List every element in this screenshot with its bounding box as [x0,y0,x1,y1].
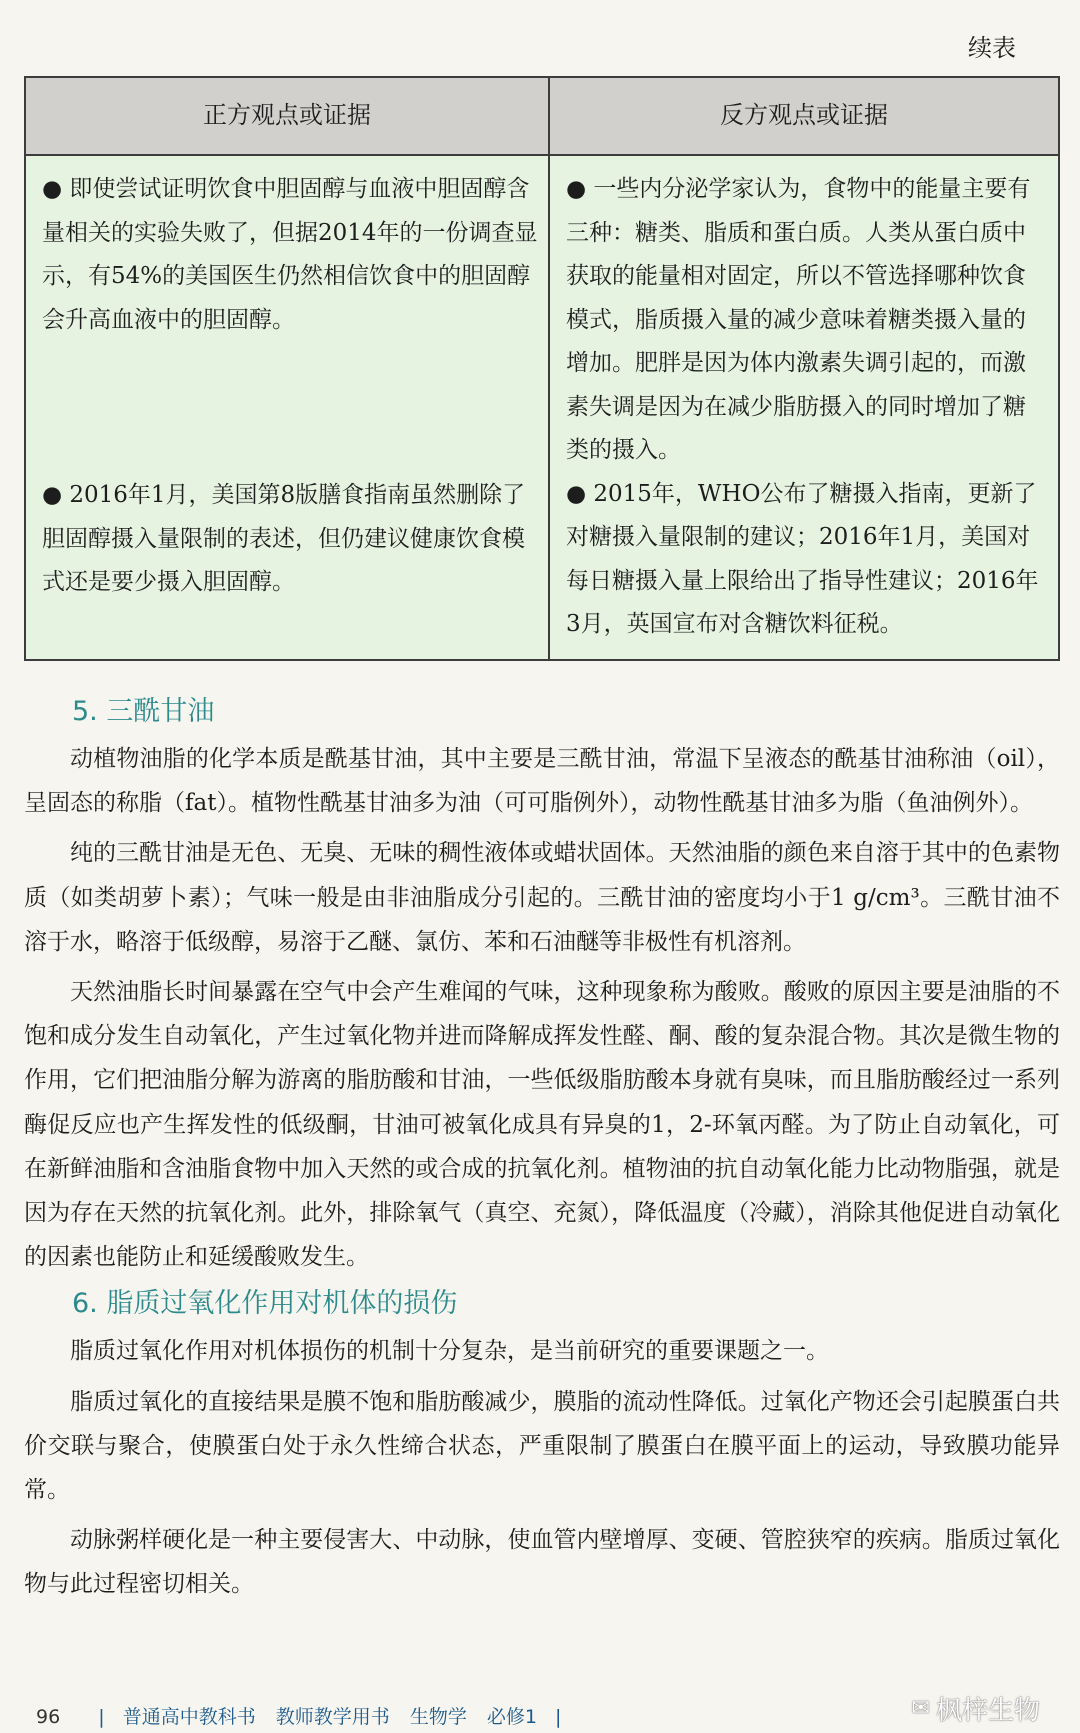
footer-divider: | [555,1706,562,1728]
pro-point-1: ● 即使尝试证明饮食中胆固醇与血液中胆固醇含量相关的实验失败了，但据2014年的一份调查显示，有54%的美国医生仍然相信饮食中的胆固醇会升高血液中的胆固醇。 [42,176,538,333]
paragraph: 动植物油脂的化学本质是酰基甘油，其中主要是三酰甘油，常温下呈液态的酰基甘油称油（oil），呈固态的称脂（fat）。植物性酰基甘油多为油（可可脂例外），动物性酰基甘油多为脂（鱼油例外）。 [24,746,1060,817]
section-heading-lipid-peroxidation: 6. 脂质过氧化作用对机体的损伤 [72,1288,458,1320]
footer-guide: 教师教学用书 [275,1706,390,1728]
continuation-label: 续表 [968,34,1016,62]
evidence-table [24,76,1060,661]
table-header-row [25,77,1059,155]
watermark [912,1690,1040,1727]
con-point-2: ● 2015年，WHO公布了糖摄入指南，更新了对糖摄入量限制的建议；2016年1月，美国对每日糖摄入量上限给出了指导性建议；2016年3月，英国宣布对含糖饮料征税。 [566,480,1039,637]
page-number: 96 [36,1706,61,1728]
header-pro: 正方观点或证据 [25,77,549,155]
paragraph: 脂质过氧化的直接结果是膜不饱和脂肪酸减少，膜脂的流动性降低。过氧化产物还会引起膜蛋白共价交联与聚合，使膜蛋白处于永久性缔合状态，严重限制了膜蛋白在膜平面上的运动，导致膜功能异常。 [24,1388,1060,1504]
watermark-text: 枫梓生物 [935,1696,1040,1726]
page-footer [36,1702,573,1729]
paragraph: 动脉粥样硬化是一种主要侵害大、中动脉，使血管内壁增厚、变硬、管腔狭窄的疾病。脂质过氧化物与此过程密切相关。 [24,1527,1060,1598]
paragraph: 纯的三酰甘油是无色、无臭、无味的稠性液体或蜡状固体。天然油脂的颜色来自溶于其中的色素物质（如类胡萝卜素）；气味一般是由非油脂成分引起的。三酰甘油的密度均小于1 g/cm³。三酰甘油不溶于水，略溶于低级醇，易溶于乙醚、氯仿、苯和石油醚等非极性有机溶剂。 [24,840,1060,955]
main-text [24,687,1060,1607]
con-cell [549,155,1059,660]
table-row [25,155,1059,660]
section-heading-triglyceride: 5. 三酰甘油 [72,696,215,727]
footer-volume: 必修1 [486,1706,537,1728]
pro-point-2: ● 2016年1月，美国第8版膳食指南虽然删除了胆固醇摄入量限制的表述，但仍建议健康饮食模式还是要少摄入胆固醇。 [42,482,526,595]
footer-divider: | [98,1706,105,1728]
footer-subject: 生物学 [409,1706,467,1728]
paragraph: 天然油脂长时间暴露在空气中会产生难闻的气味，这种现象称为酸败。酸败的原因主要是油脂的不饱和成分发生自动氧化，产生过氧化物并进而降解成挥发性醛、酮、酸的复杂混合物。其次是微生物的作用，它们把油脂分解为游离的脂肪酸和甘油，一些低级脂肪酸本身就有臭味，而且脂肪酸经过一系列酶促反应也产生挥发性的低级酮，甘油可被氧化成具有异臭的1，2-环氧丙醛。为了防止自动氧化，可在新鲜油脂和含油脂食物中加入天然的或合成的抗氧化剂。植物油的抗自动氧化能力比动物脂强，就是因为存在天然的抗氧化剂。此外，排除氧气（真空、充氮），降低温度（冷藏），消除其他促进自动氧化的因素也能防止和延缓酸败发生。 [24,979,1060,1271]
paragraph: 脂质过氧化作用对机体损伤的机制十分复杂，是当前研究的重要课题之一。 [70,1338,829,1365]
wechat-icon: ✉ [911,1696,930,1721]
footer-book: 普通高中教科书 [122,1706,256,1728]
header-con: 反方观点或证据 [549,77,1059,155]
pro-cell [25,155,549,660]
con-point-1: ● 一些内分泌学家认为，食物中的能量主要有三种：糖类、脂质和蛋白质。人类从蛋白质中获取的能量相对固定，所以不管选择哪种饮食模式，脂质摄入量的减少意味着糖类摄入量的增加。肥胖是因为体内激素失调引起的，而激素失调是因为在减少脂肪摄入的同时增加了糖类的摄入。 [566,176,1031,463]
